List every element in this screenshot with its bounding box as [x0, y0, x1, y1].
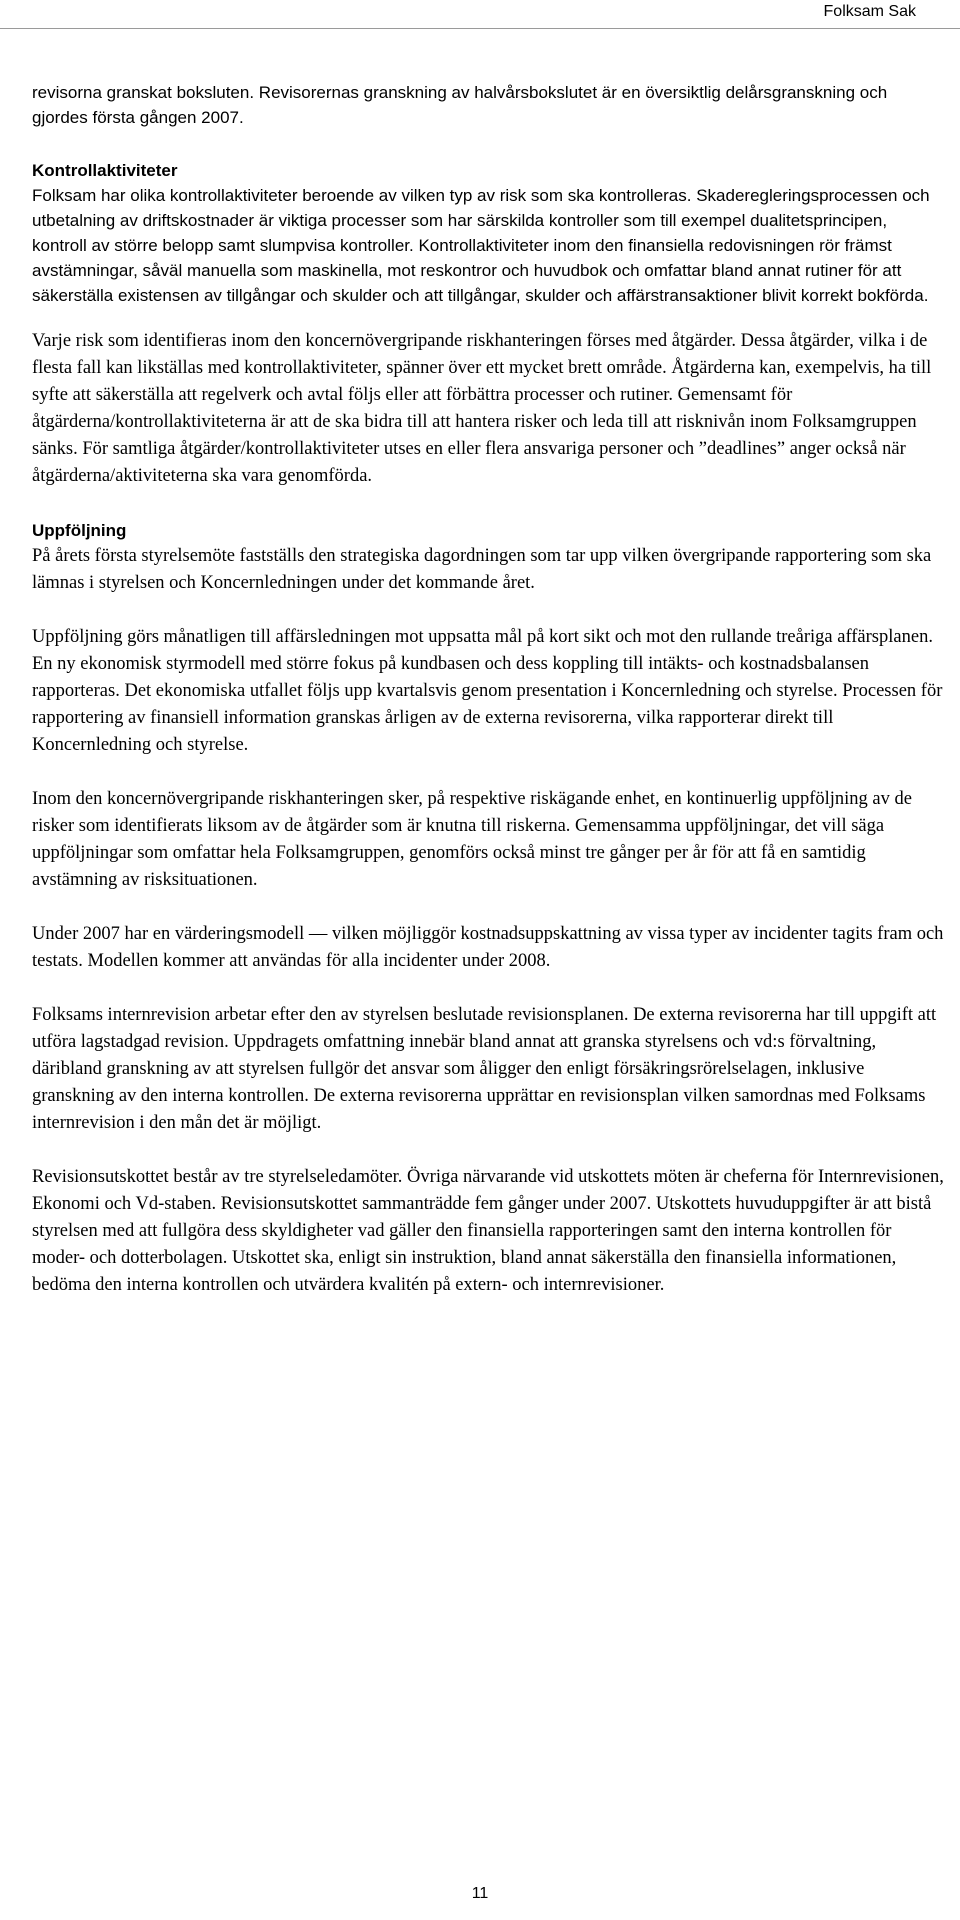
intro-paragraph: revisorna granskat boksluten. Revisorernas granskning av halvårsbokslutet är en översiktlig delårsgranskning och gjordes första gången 2007.	[32, 83, 888, 127]
uppfoljning-paragraph-1: På årets första styrelsemöte fastställs den strategiska dagordningen som tar upp vilken övergripande rapportering som ska lämnas i styrelsen och Koncernledningen under det kommande året.	[32, 546, 932, 593]
uppfoljning-paragraph-6: Revisionsutskottet består av tre styrelseledamöter. Övriga närvarande vid utskottets möten är cheferna för Internrevisionen, Ekonomi och Vd-staben. Revisionsutskottet sammanträdde fem gånger under 2007. Utskottets huvuduppgifter är att bistå styrelsen med att fullgöra dess skyldigheter vad gäller den finansiella rapporteringen samt den interna kontrollen för moder- och dotterbolagen. Utskottet ska, enligt sin instruktion, bland annat säkerställa den finansiella informationen, bedöma den interna kontrollen och utvärdera kvalitén på extern- och internrevisioner.	[32, 1167, 944, 1295]
section-kontrollaktiviteter	[32, 158, 944, 490]
kontroll-paragraph-1: Folksam har olika kontrollaktiviteter beroende av vilken typ av risk som ska kontrolleras. Skaderegleringsprocessen och utbetalning av driftskostnader är viktiga processer som har särskilda kontroller som till exempel dualitetsprincipen, kontroll av större belopp samt slumpvisa kontroller. Kontrollaktiviteter inom den finansiella redovisningen rör främst avstämningar, såväl manuella som maskinella, mot reskontror och huvudbok och omfattar bland annat rutiner för att säkerställa existensen av tillgångar och skulder och att tillgångar, skulder och affärstransaktioner blivit korrekt bokförda.	[32, 186, 930, 305]
page-header	[0, 0, 960, 29]
section-uppfoljning	[32, 518, 944, 1299]
page-number: 11	[471, 1885, 489, 1902]
document-body	[32, 80, 944, 1299]
section-heading-uppfoljning: Uppföljning	[32, 521, 127, 540]
uppfoljning-paragraph-5: Folksams internrevision arbetar efter den av styrelsen beslutade revisionsplanen. De externa revisorerna har till uppgift att utföra lagstadgad revision. Uppdragets omfattning innebär bland annat att granska styrelsens och vd:s förvaltning, däribland granskning av att styrelsen fullgör det ansvar som åligger den enligt försäkringsrörelselagen, inklusive granskning av den interna kontrollen. De externa revisorerna upprättar en revisionsplan vilken samordnas med Folksams internrevision i den mån det är möjligt.	[32, 1005, 937, 1133]
uppfoljning-paragraph-4: Under 2007 har en värderingsmodell — vilken möjliggör kostnadsuppskattning av vissa typer av incidenter tagits fram och testats. Modellen kommer att användas för alla incidenter under 2008.	[32, 924, 944, 971]
section-heading-kontrollaktiviteter: Kontrollaktiviteter	[32, 161, 178, 180]
header-title: Folksam Sak	[823, 3, 916, 20]
uppfoljning-paragraph-2: Uppföljning görs månatligen till affärsledningen mot uppsatta mål på kort sikt och mot den rullande treåriga affärsplanen. En ny ekonomisk styrmodell med större fokus på kundbasen och dess koppling till intäkts- och kostnadsbalansen rapporteras. Det ekonomiska utfallet följs upp kvartalsvis genom presentation i Koncernledning och styrelse. Processen för rapportering av finansiell information granskas årligen av de externa revisorerna, vilka rapporterar direkt till Koncernledning och styrelse.	[32, 627, 943, 755]
kontroll-paragraph-2: Varje risk som identifieras inom den koncernövergripande riskhanteringen förses med åtgärder. Dessa åtgärder, vilka i de flesta fall kan likställas med kontrollaktiviteter, spänner över ett mycket brett område. Åtgärderna kan, exempelvis, ha till syfte att säkerställa att regelverk och avtal följs eller att förbättra processer och rutiner. Gemensamt för åtgärderna/kontrollaktiviteterna är att de ska bidra till att hantera risker och leda till att risknivån inom Folksamgruppen sänks. För samtliga åtgärder/kontrollaktiviteter utses en eller flera ansvariga personer och ”deadlines” anger också när åtgärderna/aktiviteterna ska vara genomförda.	[32, 331, 932, 486]
uppfoljning-paragraph-3: Inom den koncernövergripande riskhanteringen sker, på respektive riskägande enhet, en kontinuerlig uppföljning av de risker som identifierats liksom av de åtgärder som är knutna till riskerna. Gemensamma uppföljningar, det vill säga uppföljningar som omfattar hela Folksamgruppen, genomförs också minst tre gånger per år för att få en samtidig avstämning av risksituationen.	[32, 789, 912, 890]
